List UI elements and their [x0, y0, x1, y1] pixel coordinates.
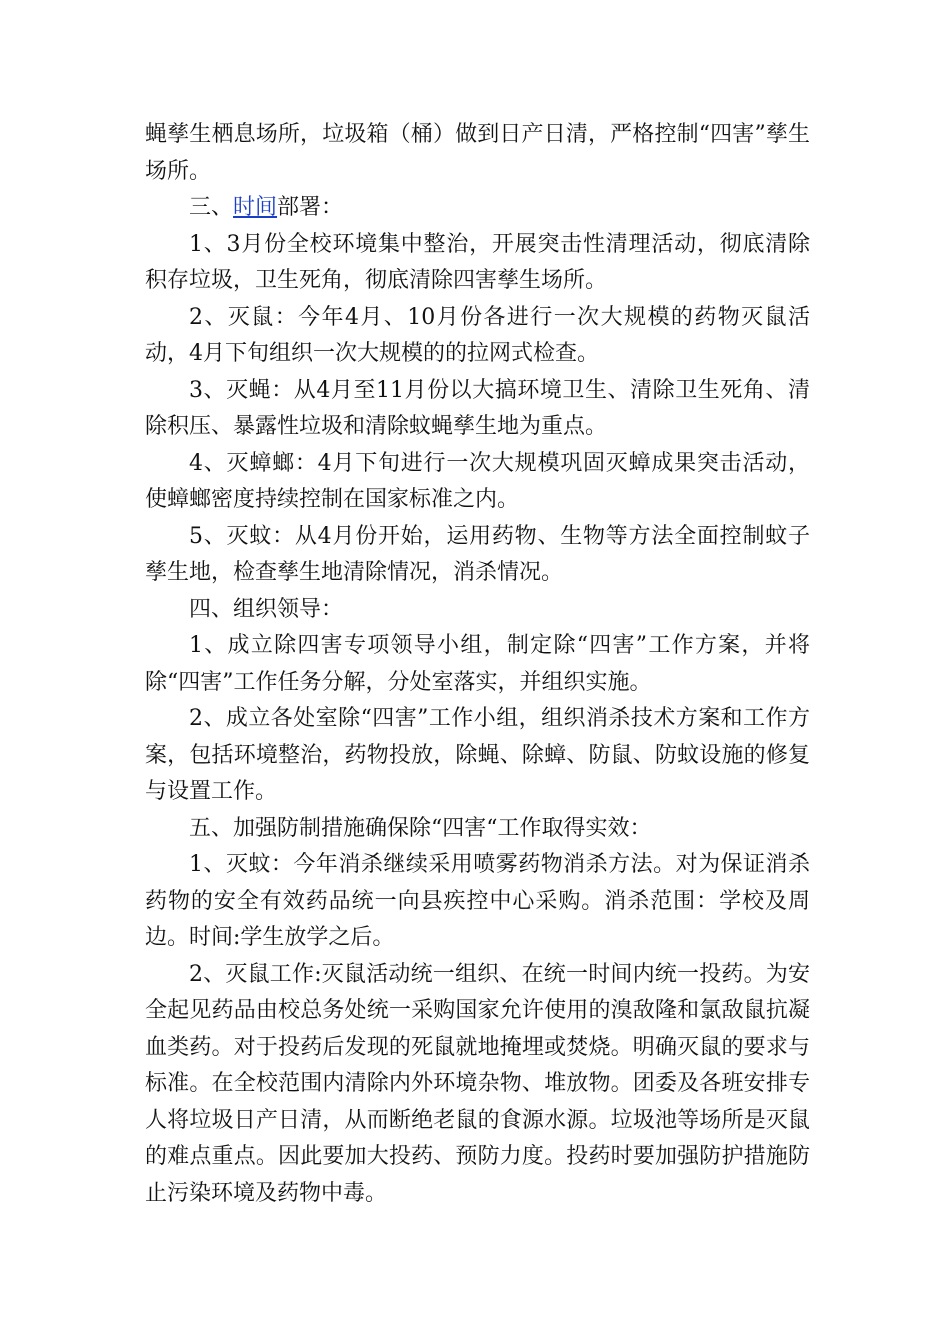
paragraph-march-cleanup: 1、3月份全校环境集中整治，开展突击性清理活动，彻底清除积存垃圾，卫生死角，彻底清除四害孳生场所。 — [145, 231, 810, 293]
heading-suffix: 部署： — [277, 195, 344, 220]
paragraph-mosquito-control: 5、灭蚊：从4月份开始，运用药物、生物等方法全面控制蚊子孳生地，检查孳生地清除情况，消杀情况。 — [145, 523, 810, 585]
paragraph-mosquito-spraying: 1、灭蚊：今年消杀继续采用喷雾药物消杀方法。对为保证消杀药物的安全有效药品统一向县疾控中心采购。消杀范围：学校及周边。时间:学生放学之后。 — [145, 852, 810, 950]
time-link[interactable]: 时间 — [233, 195, 278, 220]
document-body — [145, 117, 810, 1212]
paragraph-working-groups: 2、成立各处室除“四害”工作小组，组织消杀技术方案和工作方案，包括环境整治，药物投放，除蝇、除蟑、防鼠、防蚊设施的修复与设置工作。 — [145, 706, 810, 804]
paragraph-continuation: 蝇孳生栖息场所，垃圾箱（桶）做到日产日清，严格控制“四害”孳生场所。 — [145, 122, 810, 184]
section-heading-organization: 四、组织领导： — [189, 596, 344, 622]
section-heading-measures: 五、加强防制措施确保除“四害“工作取得实效： — [189, 815, 652, 841]
paragraph-fly-control: 3、灭蝇：从4月至11月份以大搞环境卫生、清除卫生死角、清除积压、暴露性垃圾和清除蚊蝇孳生地为重点。 — [145, 377, 810, 439]
paragraph-rat-control: 2、灭鼠：今年4月、10月份各进行一次大规模的药物灭鼠活动，4月下旬组织一次大规模的的拉网式检查。 — [145, 304, 810, 366]
paragraph-cockroach-control: 4、灭蟑螂：4月下旬进行一次大规模巩固灭蟑成果突击活动，使蟑螂密度持续控制在国家标准之内。 — [145, 450, 810, 512]
section-heading-time-schedule — [145, 190, 810, 227]
paragraph-rat-work: 2、灭鼠工作:灭鼠活动统一组织、在统一时间内统一投药。为安全起见药品由校总务处统一采购国家允许使用的溴敌隆和氯敌鼠抗凝血类药。对于投药后发现的死鼠就地掩埋或焚烧。明确灭鼠的要求与标准。在全校范围内清除内外环境杂物、堆放物。团委及各班安排专人将垃圾日产日清，从而断绝老鼠的食源水源。垃圾池等场所是灭鼠的难点重点。因此要加大投药、预防力度。投药时要加强防护措施防止污染环境及药物中毒。 — [145, 961, 810, 1206]
heading-prefix: 三、 — [189, 195, 234, 220]
paragraph-leadership-group: 1、成立除四害专项领导小组，制定除“四害”工作方案，并将除“四害”工作任务分解，分处室落实，并组织实施。 — [145, 633, 810, 695]
